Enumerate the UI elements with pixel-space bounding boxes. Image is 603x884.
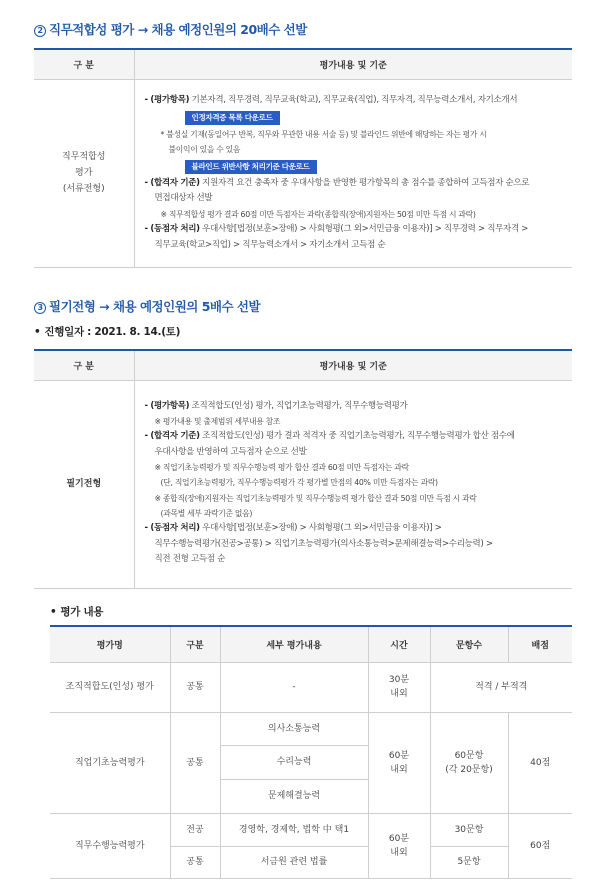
eval-header-type: 구분 [170,626,220,662]
s3-fail-note2: ※ 종합직(장애)지원자는 직업기초능력평가 및 직무수행능력 평가 합산 결과 50점 미만 득점 시 과락 [154,493,477,503]
eval-header-row [50,626,572,662]
eval-row-aptitude [50,662,572,712]
section2-title [34,20,307,38]
s3-eval-items-text: 조직적합도(인성) 평가, 직업기초능력평가, 직무수행능력평가 [189,400,408,411]
eval-aptitude-time: 30분 내외 [368,662,430,712]
s2-tiebreak-label: - (동점자 처리) [144,224,200,234]
eval-basic-type: 공통 [170,712,220,813]
eval-job-count-major: 30문항 [430,813,508,846]
eval-header-detail: 세부 평가내용 [220,626,368,662]
eval-basic-detail-problem: 문제해결능력 [220,779,368,813]
s2-pass-criteria-label: - (합격자 기준) [144,177,200,188]
s3-tiebreak-label: - (동점자 처리) [144,523,200,534]
eval-title [50,604,103,619]
section2-title-text: 직무적합성 평가 → 채용 예정인원의 20배수 선발 [49,22,307,37]
eval-row-basic-1 [50,712,572,745]
section2-category-line2: 평가 [75,168,93,178]
section3-date [34,324,180,339]
s3-tiebreak-text: 우대사항[법정(보훈>장애) > 사회형평(그 외>서민금융 이용자)] > [199,523,442,534]
s3-fail-note2-cont: (과목별 세부 과락기준 없음) [160,508,253,518]
eval-job-detail-common: 서금원 관련 법률 [220,846,368,878]
eval-row-job-1 [50,813,572,846]
eval-job-name: 직무수행능력평가 [50,813,170,878]
s3-eval-items-label: - (평가항목) [144,400,190,411]
s3-eval-scope-note: ※ 평가내용 및 출제범위 세부내용 참조 [154,417,281,427]
s2-pass-criteria-line2: 면접대상자 선발 [154,193,213,203]
section2-table [34,48,572,268]
eval-basic-detail-communication: 의사소통능력 [220,712,368,745]
eval-job-time: 60분 내외 [368,813,430,878]
eval-aptitude-name: 조직적합도(인성) 평가 [50,662,170,712]
eval-job-detail-major: 경영학, 경제학, 법학 中 택1 [220,813,368,846]
section3-header-content: 평가내용 및 기준 [134,350,572,380]
section2-number: 2 [34,25,46,37]
section2-category-line3: (서류전형) [62,184,105,194]
eval-job-type-common: 공통 [170,846,220,878]
section3-title [34,297,260,315]
section2-header-content: 평가내용 및 기준 [134,49,572,79]
section2-category-line1: 직무적합성 [62,152,106,162]
s2-eval-items-text: 기본자격, 직무경력, 직무교육(학교), 직무교육(직업), 직무자격, 직무능력소개서, 자기소개서 [189,95,518,105]
s3-fail-note1: ※ 직업기초능력평가 및 직무수행능력 평가 합산 결과 60점 미만 득점자는 과락 [154,463,409,473]
s2-eval-items-label: - (평가항목) [144,95,190,105]
eval-aptitude-type: 공통 [170,662,220,712]
eval-header-name: 평가명 [50,626,170,662]
section2-header-row [34,49,572,79]
eval-job-count-common: 5문항 [430,846,508,878]
s2-tiebreak-line2: 직무교육(학교>직업) > 직무능력소개서 > 자기소개서 고득점 순 [154,239,386,250]
eval-basic-count: 60문항 (각 20문항) [430,712,508,813]
section2-content [134,79,572,267]
s3-tiebreak-line2: 직무수행능력평가(전공>공통) > 직업기초능력평가(의사소통능력>문제해결능력>수리능력) > [154,538,493,549]
section2-body-row [34,79,572,267]
s2-fail-note: ※ 직무적합성 평가 결과 60점 미만 득점자는 과락(종합직(장애)지원자는 50점 미만 득점 시 과락) [160,209,476,219]
s2-pass-criteria-text: 지원자격 요건 충족자 중 우대사항을 반영한 평가항목의 총 점수를 종합하여 고득점자 순으로 [199,177,530,188]
section3-number: 3 [34,302,46,314]
s3-fail-note1-cont: (단, 직업기초능력평가, 직무수행능력평가 각 평가별 만점의 40% 미만 득점자는 과락) [160,478,438,488]
bullet-dot-icon: • [50,606,57,618]
s2-tiebreak-text: 우대사항[법정(보훈>장애) > 사회형평(그 외>서민금융 이용자)] > 직무경력 > 직무자격 > [199,224,529,234]
section3-table [34,349,572,589]
section3-header-row [34,350,572,380]
s3-pass-criteria-label: - (합격자 기준) [144,431,200,442]
eval-job-type-major: 전공 [170,813,220,846]
eval-aptitude-count: 적격 / 부적격 [430,662,572,712]
s2-note-line2: 불이익이 있을 수 있음 [168,145,241,154]
eval-title-text: 평가 내용 [60,606,104,618]
eval-table [50,625,572,879]
s2-note-line1: * 불성실 기재(동일어구 반복, 직무와 무관한 내용 서술 등) 및 블라인드 위반에 해당하는 자는 평가 시 [160,129,487,139]
bullet-dot-icon: • [34,326,41,338]
eval-basic-score: 40점 [508,712,572,813]
section3-header-category: 구 분 [34,350,134,380]
section3-body-row [34,380,572,588]
blind-violation-download-button[interactable]: 블라인드 위반사항 처리기준 다운로드 [185,160,317,174]
section3-date-text: 진행일자 : 2021. 8. 14.(토) [44,326,181,338]
eval-basic-name: 직업기초능력평가 [50,712,170,813]
s3-pass-criteria-line2: 우대사항을 반영하여 고득점자 순으로 선발 [154,446,307,457]
eval-header-count: 문항수 [430,626,508,662]
section3-category: 필기전형 [34,380,134,588]
section3-content [134,380,572,588]
eval-header-time: 시간 [368,626,430,662]
eval-job-score: 60점 [508,813,572,878]
eval-header-score: 배점 [508,626,572,662]
s3-pass-criteria-text: 조직적합도(인성) 평가 결과 적격자 중 직업기초능력평가, 직무수행능력평가 합산 점수에 [199,431,515,442]
eval-basic-detail-math: 수리능력 [220,745,368,779]
section3-title-text: 필기전형 → 채용 예정인원의 5배수 선발 [49,299,261,314]
s3-tiebreak-line3: 직전 전형 고득점 순 [154,553,225,564]
eval-aptitude-detail: - [220,662,368,712]
section2-header-category: 구 분 [34,49,134,79]
cert-list-download-button[interactable]: 인정자격증 목록 다운로드 [185,111,280,125]
section2-category [34,79,134,267]
eval-basic-time: 60분 내외 [368,712,430,813]
